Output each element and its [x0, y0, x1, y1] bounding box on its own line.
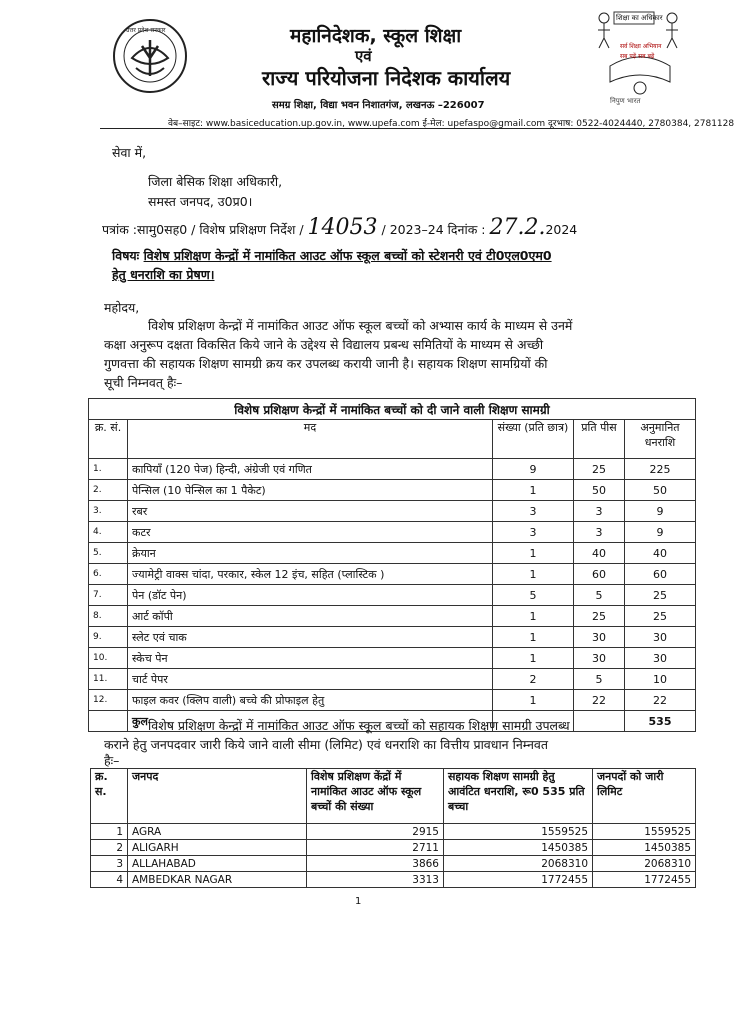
col-header-amount: अनुमानित धनराशि — [625, 420, 696, 459]
row-amount: 60 — [625, 564, 696, 585]
row-per-piece: 30 — [574, 648, 625, 669]
row-children: 2915 — [307, 824, 444, 840]
addressee-line1: जिला बेसिक शिक्षा अधिकारी, — [148, 174, 283, 189]
subject-line1: विशेष प्रशिक्षण केन्द्रों में नामांकित आउट ऑफ स्कूल बच्चों को स्टेशनरी एवं टी0एल0एम0 — [143, 248, 552, 263]
row-item: कापियाँ (120 पेज) हिन्दी, अंग्रेजी एवं गणित — [128, 459, 493, 480]
row-item: फाइल कवर (क्लिप वाली) बच्चे की प्रोफाइल हेतु — [128, 690, 493, 711]
row-amount: 225 — [625, 459, 696, 480]
table-row — [91, 856, 696, 872]
row-sr: 7. — [89, 585, 128, 606]
table-row — [89, 564, 696, 585]
row-qty: 1 — [493, 564, 574, 585]
row-item: पेन (डॉट पेन) — [128, 585, 493, 606]
t2-col-header-sr: क्र. स. — [91, 769, 128, 824]
paragraph-2 — [104, 716, 704, 768]
row-amount: 50 — [625, 480, 696, 501]
row-qty: 9 — [493, 459, 574, 480]
table-caption: विशेष प्रशिक्षण केन्द्रों में नामांकित बच्चों को दी जाने वाली शिक्षण सामग्री — [89, 399, 696, 420]
row-limit: 2068310 — [593, 856, 696, 872]
para1-line4: सूची निम्नवत् हैः– — [104, 375, 183, 390]
up-government-seal — [112, 18, 188, 94]
row-per-piece: 50 — [574, 480, 625, 501]
t2-col-header-district: जनपद — [128, 769, 307, 824]
ref-year: / 2023–24 दिनांक : — [381, 222, 486, 237]
row-district: AMBEDKAR NAGAR — [128, 872, 307, 888]
table-row — [89, 480, 696, 501]
row-limit: 1559525 — [593, 824, 696, 840]
row-amount: 22 — [625, 690, 696, 711]
row-per-piece: 25 — [574, 606, 625, 627]
row-children: 3866 — [307, 856, 444, 872]
row-item: कटर — [128, 522, 493, 543]
t2-col-header-limit: जनपदों को जारी लिमिट — [593, 769, 696, 824]
row-allotted: 1450385 — [444, 840, 593, 856]
row-sr: 1. — [89, 459, 128, 480]
table-row — [89, 690, 696, 711]
row-item: आर्ट कॉपी — [128, 606, 493, 627]
row-per-piece: 40 — [574, 543, 625, 564]
table-header-row — [89, 420, 696, 459]
row-qty: 5 — [493, 585, 574, 606]
logo-right-text-3: सब पढ़ें सब बढ़ें — [620, 53, 655, 60]
row-per-piece: 25 — [574, 459, 625, 480]
row-amount: 9 — [625, 522, 696, 543]
t2-col-header-allotted: सहायक शिक्षण सामग्री हेतु आवंटित धनराशि, रू0 535 प्रति बच्चा — [444, 769, 593, 824]
table-row — [91, 840, 696, 856]
row-qty: 1 — [493, 543, 574, 564]
row-per-piece: 60 — [574, 564, 625, 585]
table-row — [91, 824, 696, 840]
table-row — [91, 872, 696, 888]
ref-date-year: 2024 — [545, 222, 578, 237]
row-item: स्केच पेन — [128, 648, 493, 669]
col-header-qty: संख्या (प्रति छात्र) — [493, 420, 574, 459]
row-sr: 10. — [89, 648, 128, 669]
row-item: क्रेयान — [128, 543, 493, 564]
row-item: स्लेट एवं चाक — [128, 627, 493, 648]
header-divider — [100, 128, 660, 129]
table2-header-row — [91, 769, 696, 824]
table-row — [89, 606, 696, 627]
row-sr: 1 — [91, 824, 128, 840]
row-per-piece: 5 — [574, 669, 625, 690]
row-sr: 2. — [89, 480, 128, 501]
row-amount: 25 — [625, 585, 696, 606]
header-address: समग्र शिक्षा, विद्या भवन निशातगंज, लखनऊ –226007 — [272, 100, 485, 111]
row-item: रबर — [128, 501, 493, 522]
row-amount: 30 — [625, 627, 696, 648]
row-sr: 5. — [89, 543, 128, 564]
row-sr: 3. — [89, 501, 128, 522]
row-qty: 1 — [493, 480, 574, 501]
row-allotted: 1772455 — [444, 872, 593, 888]
row-item: ज्यामेट्री वाक्स चांदा, परकार, स्केल 12 इंच, सहित (प्लास्टिक ) — [128, 564, 493, 585]
header-title-line3: राज्य परियोजना निदेशक कार्यालय — [262, 66, 511, 90]
row-allotted: 2068310 — [444, 856, 593, 872]
para1-line3: गुणवत्ता की सहायक शिक्षण सामग्री क्रय कर उपलब्ध करायी जानी है। सहायक शिक्षण सामग्रियों की — [104, 356, 548, 371]
row-children: 2711 — [307, 840, 444, 856]
nipun-bharat-text: निपुण भारत — [610, 97, 641, 105]
paragraph-1 — [104, 316, 704, 392]
para2-line2: कराने हेतु जनपदवार जारी किये जाने वाली सीमा (लिमिट) एवं धनराशि का वित्तीय प्रावधान निम्नवत — [104, 737, 548, 752]
row-per-piece: 3 — [574, 501, 625, 522]
row-sr: 6. — [89, 564, 128, 585]
seva-mein: सेवा में, — [112, 145, 147, 160]
total-value: 535 — [625, 711, 696, 732]
t2-col-header-children: विशेष प्रशिक्षण केंद्रों में नामांकित आउट ऑफ स्कूल बच्चों की संख्या — [307, 769, 444, 824]
table-row — [89, 648, 696, 669]
row-amount: 25 — [625, 606, 696, 627]
row-per-piece: 3 — [574, 522, 625, 543]
row-amount: 10 — [625, 669, 696, 690]
row-qty: 2 — [493, 669, 574, 690]
row-children: 3313 — [307, 872, 444, 888]
addressee-line2: समस्त जनपद, उ0प्र0। — [148, 194, 253, 209]
row-qty: 1 — [493, 648, 574, 669]
salutation: महोदय, — [104, 300, 140, 315]
table-caption-row — [89, 399, 696, 420]
subject — [112, 246, 712, 284]
row-qty: 1 — [493, 606, 574, 627]
row-sr: 4 — [91, 872, 128, 888]
table-row — [89, 627, 696, 648]
row-sr: 8. — [89, 606, 128, 627]
row-amount: 9 — [625, 501, 696, 522]
subject-line2: हेतु धनराशि का प्रेषण। — [112, 267, 215, 282]
row-sr: 3 — [91, 856, 128, 872]
ref-prefix: पत्रांक :सामु0सह0 / विशेष प्रशिक्षण निर्देश / — [102, 222, 304, 237]
row-per-piece: 30 — [574, 627, 625, 648]
row-amount: 30 — [625, 648, 696, 669]
row-limit: 1772455 — [593, 872, 696, 888]
header-title-line2: एवं — [355, 47, 372, 65]
row-sr: 11. — [89, 669, 128, 690]
logo-right-text-2: सर्व शिक्षा अभियान — [620, 43, 662, 50]
row-sr: 2 — [91, 840, 128, 856]
row-item: पेन्सिल (10 पेन्सिल का 1 पैकेट) — [128, 480, 493, 501]
para1-line1: विशेष प्रशिक्षण केन्द्रों में नामांकित आउट ऑफ स्कूल बच्चों को अभ्यास कार्य के माध्यम से उनमें — [148, 318, 573, 333]
header-contact: वेब–साइट: www.basiceducation.up.gov.in, www.upefa.com ई-मेल: upefaspo@gmail.com दूरभाष: 0522-4024440, 2780384, 2781128 — [168, 119, 735, 129]
table-row — [89, 459, 696, 480]
para2-line1: विशेष प्रशिक्षण केन्द्रों में नामांकित आउट ऑफ स्कूल बच्चों को सहायक शिक्षण सामग्री उपलब्ध — [148, 718, 570, 733]
seal-text: उत्तर प्रदेश सरकार — [126, 27, 166, 34]
row-district: ALIGARH — [128, 840, 307, 856]
row-qty: 3 — [493, 522, 574, 543]
row-amount: 40 — [625, 543, 696, 564]
table-row — [89, 585, 696, 606]
ref-date: 27.2. — [489, 215, 546, 240]
para1-line2: कक्षा अनुरूप दक्षता विकसित किये जाने के उद्देश्य से विद्यालय प्रबन्ध समितियों के माध्यम से अच्छी — [104, 337, 544, 352]
table-row — [89, 543, 696, 564]
row-qty: 3 — [493, 501, 574, 522]
row-per-piece: 5 — [574, 585, 625, 606]
header-title-line1: महानिदेशक, स्कूल शिक्षा — [290, 25, 462, 47]
col-header-sr: क्र. सं. — [89, 420, 128, 459]
row-district: ALLAHABAD — [128, 856, 307, 872]
para2-line3: हैः– — [104, 753, 120, 768]
reference-line — [102, 215, 722, 240]
row-qty: 1 — [493, 627, 574, 648]
district-limit-table — [90, 768, 696, 888]
table-row — [89, 669, 696, 690]
row-qty: 1 — [493, 690, 574, 711]
ref-number: 14053 — [307, 215, 378, 240]
row-district: AGRA — [128, 824, 307, 840]
row-sr: 12. — [89, 690, 128, 711]
row-sr: 4. — [89, 522, 128, 543]
table-row — [89, 501, 696, 522]
table-row — [89, 522, 696, 543]
subject-label: विषयः — [112, 248, 140, 263]
row-limit: 1450385 — [593, 840, 696, 856]
total-label: कुल — [128, 711, 493, 732]
row-per-piece: 22 — [574, 690, 625, 711]
row-sr: 9. — [89, 627, 128, 648]
materials-table — [88, 398, 696, 732]
row-item: चार्ट पेपर — [128, 669, 493, 690]
row-allotted: 1559525 — [444, 824, 593, 840]
col-header-item: मद — [128, 420, 493, 459]
logo-right-text-1: शिक्षा का अधिकार — [616, 14, 663, 22]
page-number: 1 — [355, 896, 362, 907]
col-header-per-piece: प्रति पीस — [574, 420, 625, 459]
